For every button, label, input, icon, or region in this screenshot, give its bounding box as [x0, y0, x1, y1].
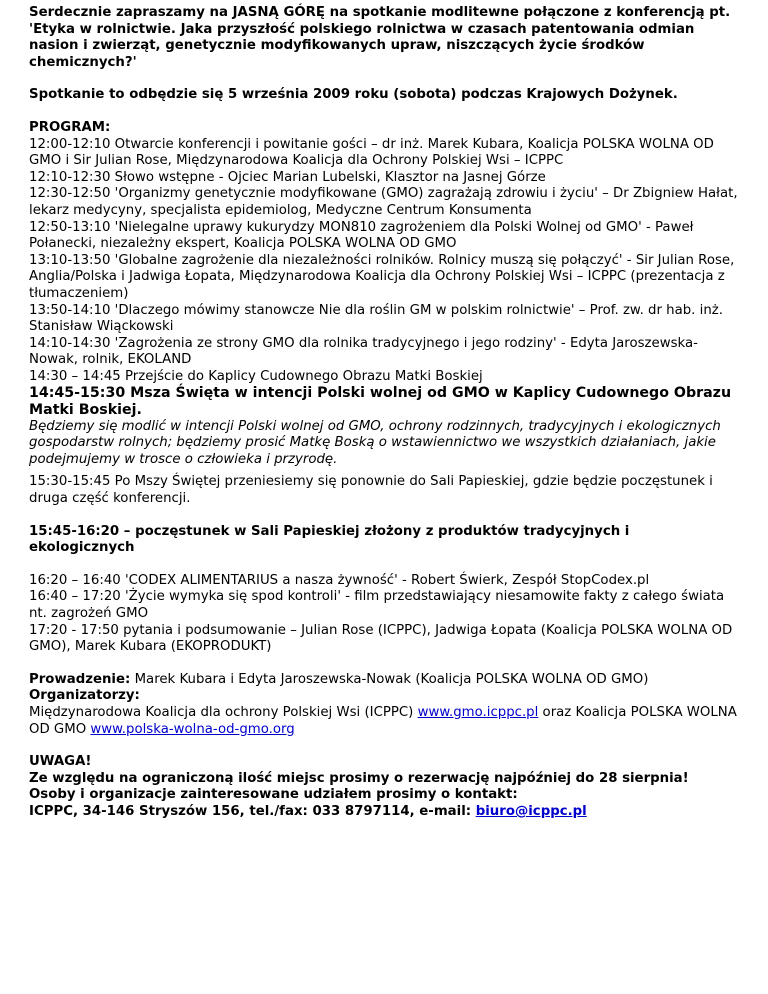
program-item: 12:30-12:50 'Organizmy genetycznie modyfikowane (GMO) zagrażają zdrowiu i życiu' – Dr Zbigniew Hałat, lekarz medycyny, specjalista epidemiolog, Medyczne Centrum Konsumenta	[29, 186, 738, 218]
program-title: PROGRAM:	[29, 119, 111, 135]
lunch: 15:45-16:20 – poczęstunek w Sali Papieskiej złożony z produktów tradycyjnych i ekologicznych	[29, 523, 630, 556]
organizers-link-2[interactable]: www.polska-wolna-od-gmo.org	[90, 721, 295, 737]
program-item: 13:50-14:10 'Dlaczego mówimy stanowcze Nie dla roślin GM w polskim rolnictwie' – Prof. zw. dr hab. inż. Stanisław Wiąckowski	[29, 302, 723, 335]
program-item: 12:50-13:10 'Nielegalne uprawy kukurydzy MON810 zagrożeniem dla Polski Wolnej od GMO' - Paweł Połanecki, niezależny ekspert, Koalicja POLSKA WOLNA OD GMO	[29, 219, 694, 252]
organizers-text-2: oraz Koalicja POLSKA WOLNA OD GMO	[29, 704, 737, 737]
program-item: 12:10-12:30 Słowo wstępne - Ojciec Marian Lubelski, Klasztor na Jasnej Górze	[29, 169, 546, 185]
after-mass: 15:30-15:45 Po Mszy Świętej przeniesiemy się ponownie do Sali Papieskiej, gdzie będzie poczęstunek i druga część konferencji.	[29, 474, 713, 507]
intro-paragraph: Serdecznie zapraszamy na JASNĄ GÓRĘ na spotkanie modlitewne połączone z konferencją pt. 'Etyka w rolnictwie. Jaka przyszłość polskiego rolnictwa w czasach patentowania odmian nasion i zwierząt, genetycznie modyfikowanych upraw, niszczących życie środków chemicznych?'	[29, 5, 731, 70]
hosts-label: Prowadzenie:	[29, 671, 131, 687]
program-item: 13:10-13:50 'Globalne zagrożenie dla niezależności rolników. Rolnicy muszą się połączyć' - Sir Julian Rose, Anglia/Polska i Jadwiga Łopata, Międzynarodowa Koalicja dla Ochrony Polskiej Wsi – ICPPC (prezentacja z tłumaczeniem)	[29, 252, 735, 301]
program-item: 16:20 – 16:40 'CODEX ALIMENTARIUS a nasza żywność' - Robert Świerk, Zespół StopCodex.pl	[29, 572, 650, 588]
meeting-date: Spotkanie to odbędzie się 5 września 2009 roku (sobota) podczas Krajowych Dożynek.	[29, 87, 678, 103]
organizers-link-1[interactable]: www.gmo.icppc.pl	[417, 704, 539, 720]
hosts-text: Marek Kubara i Edyta Jaroszewska-Nowak (Koalicja POLSKA WOLNA OD GMO)	[130, 671, 649, 687]
notice-contact: Osoby i organizacje zainteresowane udziałem prosimy o kontakt:	[29, 787, 518, 803]
contact-line	[29, 804, 739, 821]
hosts	[29, 672, 739, 689]
organizers-text-1: Międzynarodowa Koalicja dla ochrony Polskiej Wsi (ICPPC)	[29, 704, 418, 720]
notice-title: UWAGA!	[29, 754, 92, 770]
program-item: 16:40 – 17:20 'Życie wymyka się spod kontroli' - film przedstawiający niesamowite fakty z całego świata nt. zagrożeń GMO	[29, 589, 725, 621]
mass-description: Będziemy się modlić w intencji Polski wolnej od GMO, ochrony rodzinnych, tradycyjnych i ekologicznych gospodarstw rolnych; będziemy prosić Matkę Boską o wstawiennictwo we wszystkich działaniach, jakie podejmujemy w trosce o człowieka i przyrodę.	[29, 418, 721, 467]
contact-text: ICPPC, 34-146 Stryszów 156, tel./fax: 033 8797114, e-mail:	[29, 803, 476, 819]
organizers	[29, 705, 739, 738]
organizers-label: Organizatorzy:	[29, 688, 140, 704]
email-link[interactable]: biuro@icppc.pl	[475, 803, 587, 819]
notice-reservation: Ze względu na ograniczoną ilość miejsc prosimy o rezerwację najpóźniej do 28 sierpnia!	[29, 770, 689, 786]
program-item: 12:00-12:10 Otwarcie konferencji i powitanie gości – dr inż. Marek Kubara, Koalicja POLSKA WOLNA OD GMO i Sir Julian Rose, Międzynarodowa Koalicja dla Ochrony Polskiej Wsi – ICPPC	[29, 136, 714, 169]
program-item: 14:30 – 14:45 Przejście do Kaplicy Cudownego Obrazu Matki Boskiej	[29, 368, 483, 384]
mass-title: 14:45-15:30 Msza Święta w intencji Polski wolnej od GMO w Kaplicy Cudownego Obrazu Matki Boskiej.	[29, 385, 732, 419]
program-item: 14:10-14:30 'Zagrożenia ze strony GMO dla rolnika tradycyjnego i jego rodziny' - Edyta Jaroszewska-Nowak, rolnik, EKOLAND	[29, 335, 698, 368]
program-item: 17:20 - 17:50 pytania i podsumowanie – Julian Rose (ICPPC), Jadwiga Łopata (Koalicja POLSKA WOLNA OD GMO), Marek Kubara (EKOPRODUKT)	[29, 622, 733, 655]
